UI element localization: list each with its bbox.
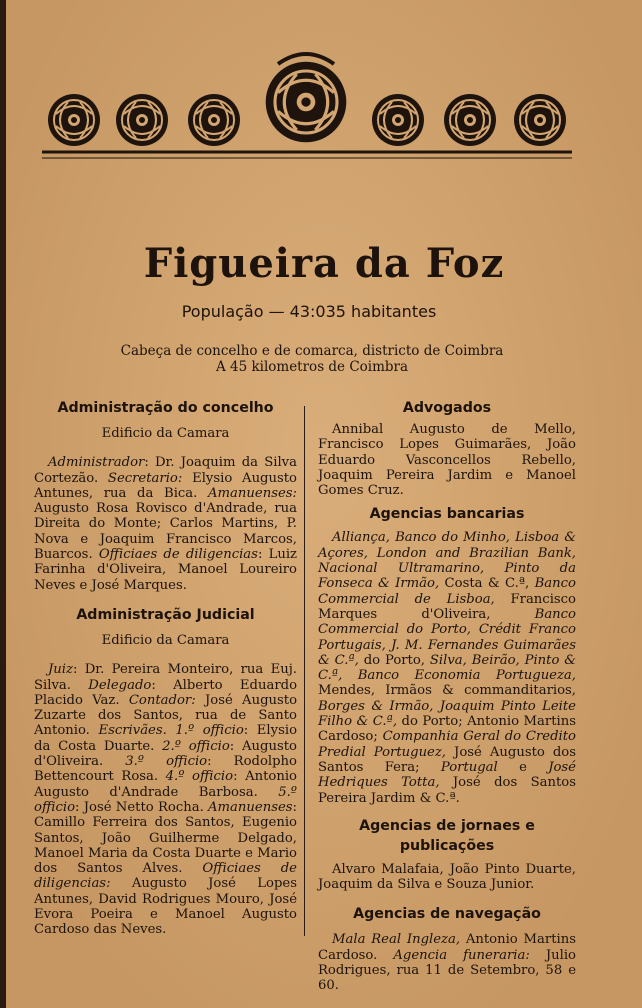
text-run: José Augusto dos Santos Fera; — [318, 744, 577, 775]
text-run: Augusto José Lopes Antunes, David Rodrigues Mouro, José Evora Poeira e Manoel Augusto Cardoso das Neves. — [34, 876, 297, 938]
text-run: Elysio Augusto Antunes, rua da Bica. — [34, 470, 297, 501]
italic-run: Borges & Irmão, Joaquim Pinto Leite Filho & C.ª, — [318, 698, 576, 730]
intro-line-2: A 45 kilometros de Coimbra — [215, 359, 409, 375]
text-run: Antonio Martins Cardoso. — [318, 932, 576, 963]
italic-run: Banco Commercial do Porto, Crédit Franco Portugais, J. M. Fernandes Guimarães & C.ª, — [318, 606, 576, 668]
text-run: : Alberto Eduardo Placido Vaz. — [34, 677, 298, 708]
italic-run: Agencia funeraria: — [393, 947, 530, 963]
italic-run: Delegado — [88, 677, 152, 693]
document-page — [6, 0, 642, 1008]
italic-run: 2.º officio — [162, 738, 230, 754]
section-heading-admin-judicial: Administração Judicial — [76, 606, 255, 623]
text-run: : José Netto Rocha. — [75, 799, 209, 815]
population-line: População — 43:035 habitantes — [181, 302, 437, 321]
location-admin-judicial: Edificio da Camara — [101, 632, 230, 648]
text-run: Alvaro Malafaia, João Pinto Duarte, Joaquim da Silva e Souza Junior. — [318, 861, 576, 893]
italic-run: Officiaes de diligencias — [98, 547, 258, 563]
right-column — [318, 398, 576, 994]
italic-run: 3.º officio — [125, 754, 208, 770]
italic-run: Officiaes de diligencias: — [34, 861, 297, 892]
intro-line-1: Cabeça de concelho e de comarca, districto de Coimbra — [120, 343, 504, 359]
location-admin-concelho: Edificio da Camara — [101, 426, 230, 441]
italic-run: Amanuenses — [208, 799, 293, 815]
italic-run: Contador: — [128, 692, 196, 708]
section-heading-agencias-bancarias: Agencias bancarias — [369, 506, 525, 523]
text-run: do Porto, — [358, 652, 430, 668]
text-run: José Augusto Zuzarte dos Santos, rua de Santo Antonio. — [34, 692, 298, 739]
italic-run: Administrador — [48, 455, 145, 471]
paragraph-admin-concelho — [34, 455, 297, 593]
text-run: : Rodolpho Bettencourt Rosa. — [34, 754, 297, 785]
paragraph-agencias-jornaes — [318, 862, 576, 893]
italic-run: Juiz — [48, 662, 73, 678]
intro-text — [6, 343, 618, 375]
italic-run: Banco Commercial de Lisboa, — [318, 576, 576, 607]
paragraph-admin-judicial — [34, 662, 297, 937]
section-heading-agencias-navegacao: Agencias de navegação — [353, 906, 541, 923]
floral-header-ornament — [38, 44, 578, 164]
text-run: Francisco Marques d'Oliveira, — [318, 591, 577, 622]
italic-run: 4.º officio — [165, 769, 234, 785]
left-column — [34, 398, 297, 938]
text-run: : Dr. Pereira Monteiro, rua Euj. Silva. — [34, 662, 297, 693]
italic-run: Portugal — [440, 759, 498, 775]
column-divider — [304, 406, 305, 936]
text-run: : Luiz Farinha d'Oliveira, Manoel Loureiro Neves e José Marques. — [34, 547, 297, 593]
text-run: : Dr. Joaquim da Silva Cortezão. — [34, 455, 297, 486]
section-heading-admin-concelho: Administração do concelho — [57, 400, 274, 416]
text-run: Augusto Rosa Rovisco d'Andrade, rua Direita do Monte; Carlos Martins, P. Nova e Joaquim Francisco Marcos, Buarcos. — [34, 501, 297, 563]
paragraph-agencias-bancarias — [318, 530, 576, 805]
text-run: : Elysio da Costa Duarte. — [34, 723, 298, 754]
text-run: José dos Santos Pereira Jardim & C.ª. — [318, 775, 576, 806]
text-run: Annibal Augusto de Mello, Francisco Lopes Guimarães, João Eduardo Vasconcellos Rebello, Joaquim Pereira Jardim e Manoel Gomes Cruz. — [318, 422, 576, 499]
italic-run: Amanuenses: — [208, 485, 297, 501]
italic-run: Alliança, Banco do Minho, Lisboa & Açores, London and Brazilian Bank, Nacional Ultramarino, Pinto da Fonseca & Irmão, — [318, 530, 576, 592]
italic-run: José Hedriques Totta, — [318, 759, 576, 791]
text-run: Costa & C.ª, — [439, 576, 535, 592]
italic-run: Secretario: — [107, 470, 183, 486]
italic-run: Silva, Beirão, Pinto & C.ª, Banco Economia Portugueza, — [318, 652, 576, 684]
text-run: : Camillo Ferreira dos Santos, Eugenio Santos, João Guilherme Delgado, Manoel Maria da Costa Duarte e Mario dos Santos Alves. — [34, 799, 297, 877]
italic-run: 5.º officio — [34, 784, 297, 815]
text-run: : Antonio Augusto d'Andrade Barbosa. — [34, 769, 297, 800]
page-title: Figueira da Foz — [143, 240, 505, 287]
text-run: e — [497, 759, 549, 775]
text-run: Julio Rodrigues, rua 11 de Setembro, 58 e 60. — [318, 947, 576, 994]
section-heading-agencias-jornaes: Agencias de jornaes e publicações — [359, 817, 535, 854]
italic-run: Mala Real Ingleza, — [332, 932, 461, 948]
section-heading-advogados: Advogados — [402, 400, 492, 416]
paragraph-agencias-navegacao — [318, 932, 576, 993]
text-run: do Porto; Antonio Martins Cardoso; — [318, 714, 576, 745]
paragraph-advogados — [318, 422, 576, 498]
text-run: : Augusto d'Oliveira. — [34, 738, 297, 770]
italic-run: Companhia Geral do Credito Predial Portuguez, — [318, 729, 576, 760]
text-run: Mendes, Irmãos & commanditarios, — [318, 683, 576, 699]
italic-run: Escrivães. 1.º officio — [98, 723, 244, 739]
